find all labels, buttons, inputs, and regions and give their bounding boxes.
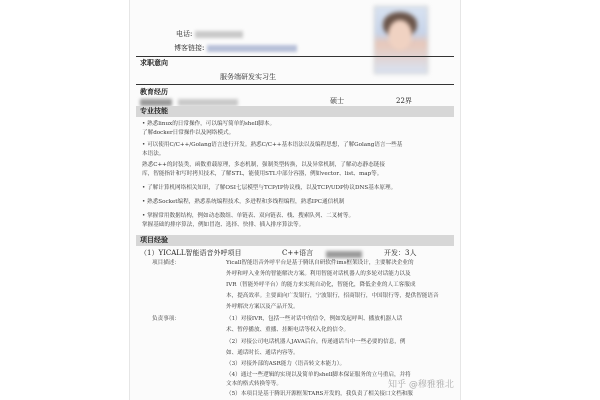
project-title: （1）YICALL智能语音外呼项目	[140, 249, 242, 257]
project-date-redacted	[326, 251, 362, 258]
duty-line: （5）本项目是基于腾讯开源框架TARS开发的，我负责了相关接口文档和服	[226, 391, 413, 397]
target-divider	[136, 84, 454, 85]
intro-label: 项目描述：	[152, 260, 180, 266]
intro-line: 外呼和呼入业务的智能解决方案。利用智能对话机器人的多轮对话能力以及	[226, 271, 411, 277]
project-section-title	[136, 235, 454, 246]
resume-page	[130, 0, 460, 400]
skill-line: • 掌握常用数据结构，例如动态数组、单链表、双向链表、栈、搜索队列、二叉树等。	[142, 213, 355, 219]
intro-line: Yicall智能语音外呼平台是基于腾讯自研软件ims框架设计，主要解决企业的	[226, 260, 414, 266]
intro-line: 外呼解决方案以及产品开发。	[226, 304, 299, 310]
duty-line: （2）对接公司电话机器人JAVA后台，传递通话当中一些必要的信息，例	[226, 339, 406, 345]
project-label: 项目经验	[140, 236, 168, 244]
duty-line: 术、暂停播放、重播、挂断电话等权入化的信令。	[226, 327, 350, 333]
phone-row	[176, 30, 243, 39]
blog-label: 博客链接:	[174, 44, 205, 52]
major-redacted	[178, 99, 238, 106]
skills-label: 专业技能	[140, 107, 168, 115]
education-label: 教育经历	[140, 88, 168, 96]
target-value: 服务端研发实习生	[220, 73, 276, 81]
intro-line: 本，提高效率。主要面向广发银行，宁波银行，招商银行，中国银行等，提供智能语音	[226, 293, 439, 299]
skill-line: • 可以使用C/C++/Golang语言进行开发。熟悉C/C++基本语法以及编程思想，了解Golang语言一些基	[142, 142, 403, 148]
duty-line: （4）通过一些逻辑的实现以及简单的shell脚本保证服务的立马重启，并将	[226, 372, 411, 378]
phone-value-redacted	[195, 31, 243, 38]
skill-line: • 熟悉Socket编程，熟悉系统编程技术，多进程和多线程编程，熟悉IPC通信机制	[142, 199, 345, 205]
skills-section-title	[136, 106, 454, 117]
target-section-title	[136, 58, 454, 69]
duty-line: 如、通话时长、通话内容等。	[226, 350, 299, 356]
skill-line: 熟悉C++的封装类，函数重载原理，多态机制，强制类型转换，以及异常机制，了解动态静态链接	[142, 162, 385, 168]
project-lang: C++语言	[282, 249, 314, 257]
skill-line: 本语法。	[142, 151, 165, 157]
skill-line: 了解docker日常操作以及网络模式。	[142, 130, 235, 136]
duty-line: （3）对接外部的ASR能力（语音转文本能力）。	[226, 361, 346, 367]
duty-label: 负责事项：	[152, 316, 180, 322]
skill-line: 库，智能指针和写时拷贝技术，了解STL，能使用STL中部分容器，例如vector、list、map等。	[142, 171, 383, 177]
profile-photo-face	[388, 20, 412, 50]
skill-line: 掌握基础的排序算法，例如冒泡、选择、快排、插入排序算法等。	[142, 222, 305, 228]
skill-line: • 了解计算机网络相关知识，了解OSI七层模型与TCP/IP协议栈，以及TCP/UDP协议DNS基本原理。	[142, 185, 397, 191]
blog-link-redacted[interactable]	[207, 45, 297, 52]
degree: 硕士	[330, 97, 344, 105]
school-redacted	[140, 99, 172, 106]
duty-line: 文本的格式转换等等。	[226, 381, 282, 387]
intro-line: IVR（智能外呼平台）的能力来实现自动化，智能化，降低企业的人工客服成	[226, 282, 416, 288]
graduation-year: 22界	[396, 97, 412, 105]
phone-label: 电话:	[176, 30, 193, 38]
skill-line: • 熟悉linux的日常操作，可以编写简单的shell脚本。	[142, 121, 276, 127]
blog-row	[174, 44, 297, 53]
project-dev: 开发：3人	[384, 249, 417, 257]
header-divider	[136, 56, 454, 57]
duty-line: （1）对接IVR，包括一些对话中的信令，例如发起呼叫、播放机器人话	[226, 316, 403, 322]
target-label: 求职意向	[140, 59, 168, 67]
zhihu-watermark: 知乎 @穆雅雅北	[388, 380, 454, 390]
